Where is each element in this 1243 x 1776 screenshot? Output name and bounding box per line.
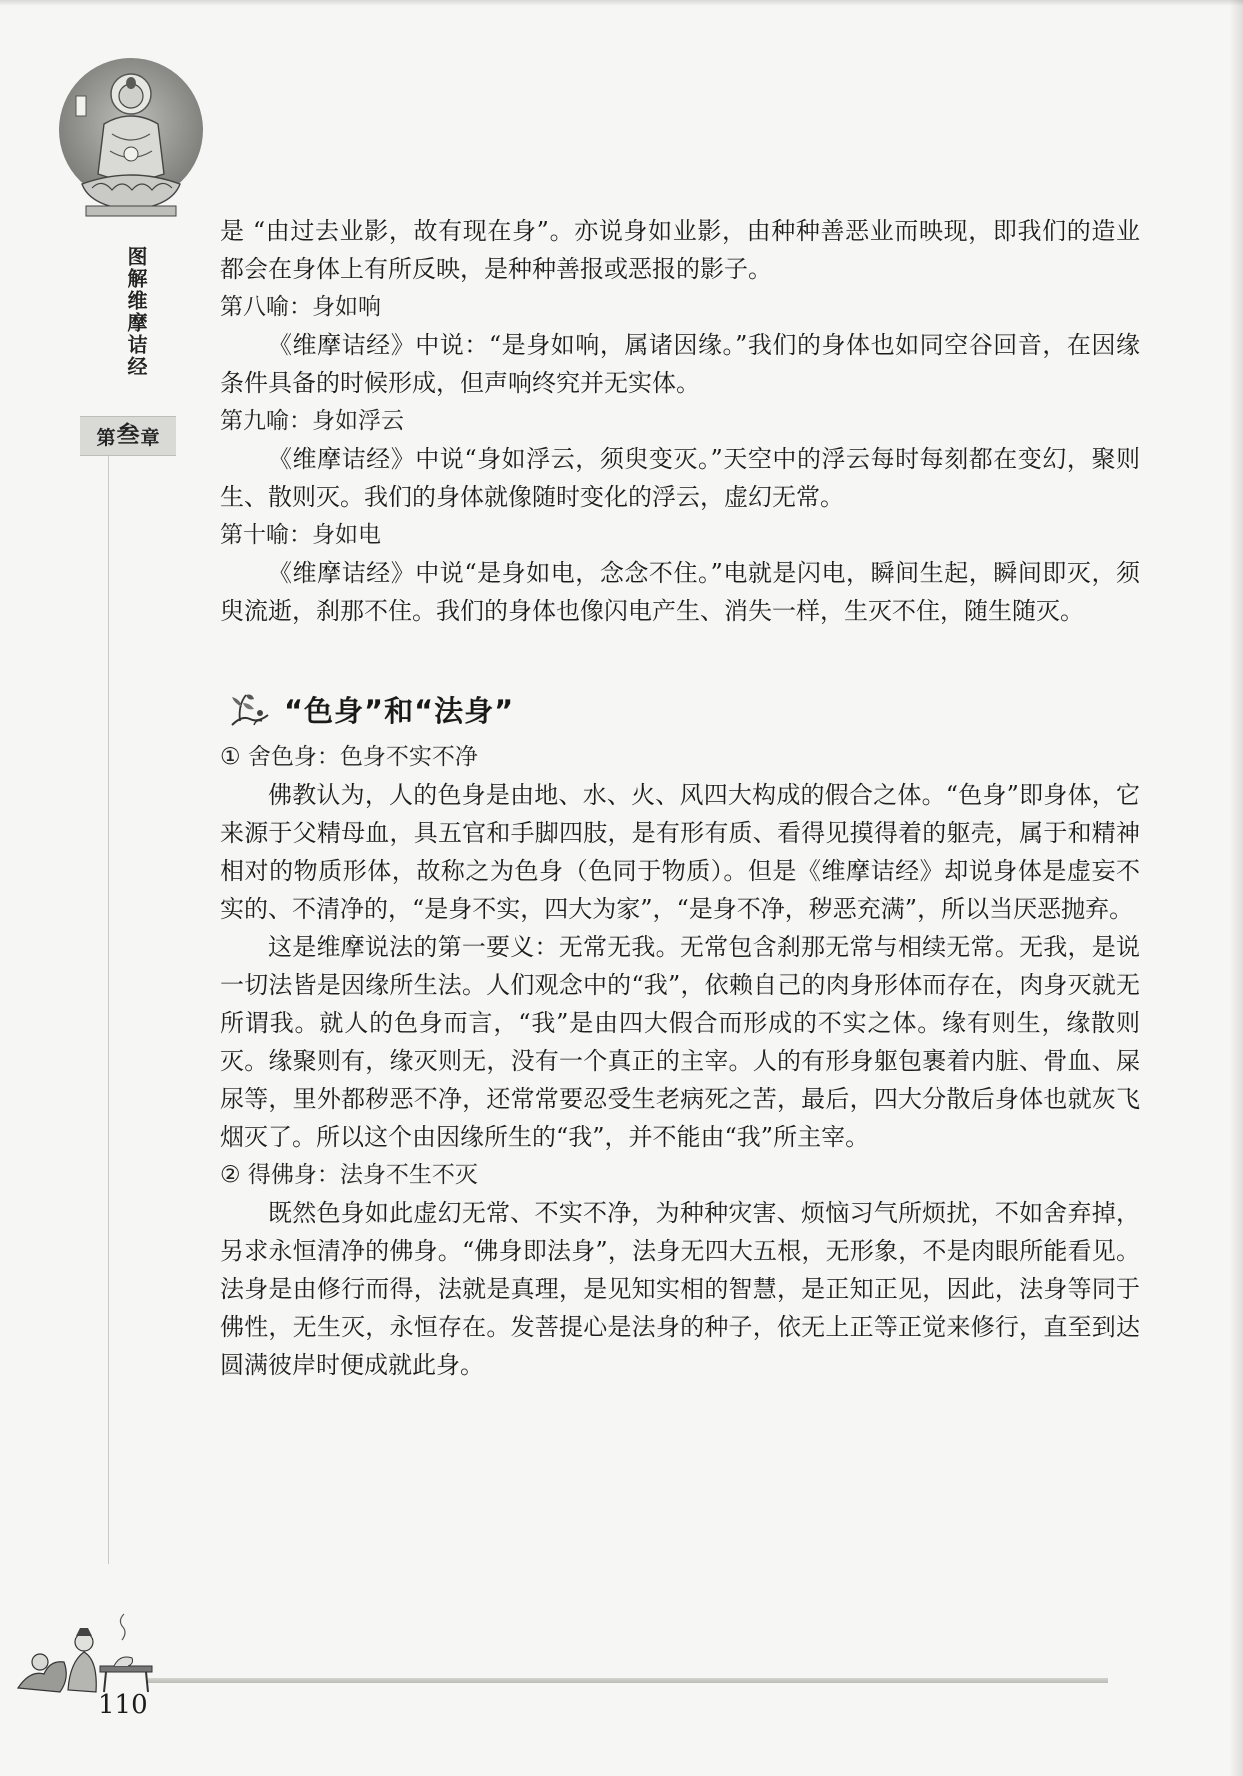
- section-title: “色身”和“法身”: [284, 693, 515, 728]
- sidebar-book-title: 图解维摩诘经: [124, 246, 148, 378]
- paragraph: 既然色身如此虚幻无常、不实不净，为种种灾害、烦恼习气所烦扰，不如舍弃掉，另求永恒清净的佛身。“佛身即法身”，法身无四大五根，无形象，不是肉眼所能看见。法身是由修行而得，法就是真理，是见知实相的智慧，是正知正见，因此，法身等同于佛性，无生灭，永恒存在。发菩提心是法身的种子，依无上正等正觉来修行，直至到达圆满彼岸时便成就此身。: [220, 1199, 1140, 1379]
- simile-heading-8: 第八喻：身如响: [220, 294, 381, 320]
- paragraph: 《维摩诘经》中说“身如浮云，须臾变灭。”天空中的浮云每时每刻都在变幻，聚则生、散则灭。我们的身体就像随时变化的浮云，虚幻无常。: [220, 445, 1140, 511]
- chapter-tab: [80, 416, 176, 456]
- ink-plant-icon: [226, 685, 274, 733]
- chapter-suffix: 章: [140, 426, 160, 449]
- subsection-heading-1: ① 舍色身：色身不实不净: [220, 744, 478, 770]
- page-number: 110: [98, 1690, 148, 1720]
- buddha-medallion-icon: [52, 56, 210, 220]
- top-text-block: [220, 212, 1140, 630]
- chapter-number: 叁: [116, 421, 140, 448]
- paragraph: 是 “由过去业影，故有现在身”。亦说身如业影，由种种善恶业而映现，即我们的造业都会在身体上有所反映，是种种善报或恶报的影子。: [220, 217, 1140, 283]
- section-heading: [226, 685, 514, 733]
- simile-heading-9: 第九喻：身如浮云: [220, 408, 404, 434]
- sidebar-divider: [108, 454, 109, 1564]
- paragraph: 佛教认为，人的色身是由地、水、火、风四大构成的假合之体。“色身”即身体，它来源于父精母血，具五官和手脚四肢，是有形有质、看得见摸得着的躯壳，属于和精神相对的物质形体，故称之为色身（色同于物质）。但是《维摩诘经》却说身体是虚妄不实的、不清净的，“是身不实，四大为家”，“是身不净，秽恶充满”，所以当厌恶抛弃。: [220, 781, 1140, 923]
- chapter-prefix: 第: [96, 426, 116, 449]
- scan-shadow-top: [0, 0, 1243, 6]
- paragraph: 这是维摩说法的第一要义：无常无我。无常包含刹那无常与相续无常。无我，是说一切法皆是因缘所生法。人们观念中的“我”，依赖自己的肉身形体而存在，肉身灭就无所谓我。就人的色身而言，“我”是由四大假合而形成的不实之体。缘有则生，缘散则灭。缘聚则有，缘灭则无，没有一个真正的主宰。人的有形身躯包裹着内脏、骨血、屎尿等，里外都秽恶不净，还常常要忍受生老病死之苦，最后，四大分散后身体也就灰飞烟灭了。所以这个由因缘所生的“我”，并不能由“我”所主宰。: [220, 933, 1140, 1151]
- bottom-text-block: [220, 738, 1140, 1384]
- subsection-heading-2: ② 得佛身：法身不生不灭: [220, 1162, 478, 1188]
- scan-shadow-right: [1229, 0, 1243, 1776]
- scholars-reading-icon: [10, 1600, 160, 1700]
- footer-rule: [148, 1678, 1108, 1683]
- paragraph: 《维摩诘经》中说：“是身如响，属诸因缘。”我们的身体也如同空谷回音，在因缘条件具备的时候形成，但声响终究并无实体。: [220, 331, 1140, 397]
- simile-heading-10: 第十喻：身如电: [220, 522, 381, 548]
- paragraph: 《维摩诘经》中说“是身如电，念念不住。”电就是闪电，瞬间生起，瞬间即灭，须臾流逝，刹那不住。我们的身体也像闪电产生、消失一样，生灭不住，随生随灭。: [220, 559, 1140, 625]
